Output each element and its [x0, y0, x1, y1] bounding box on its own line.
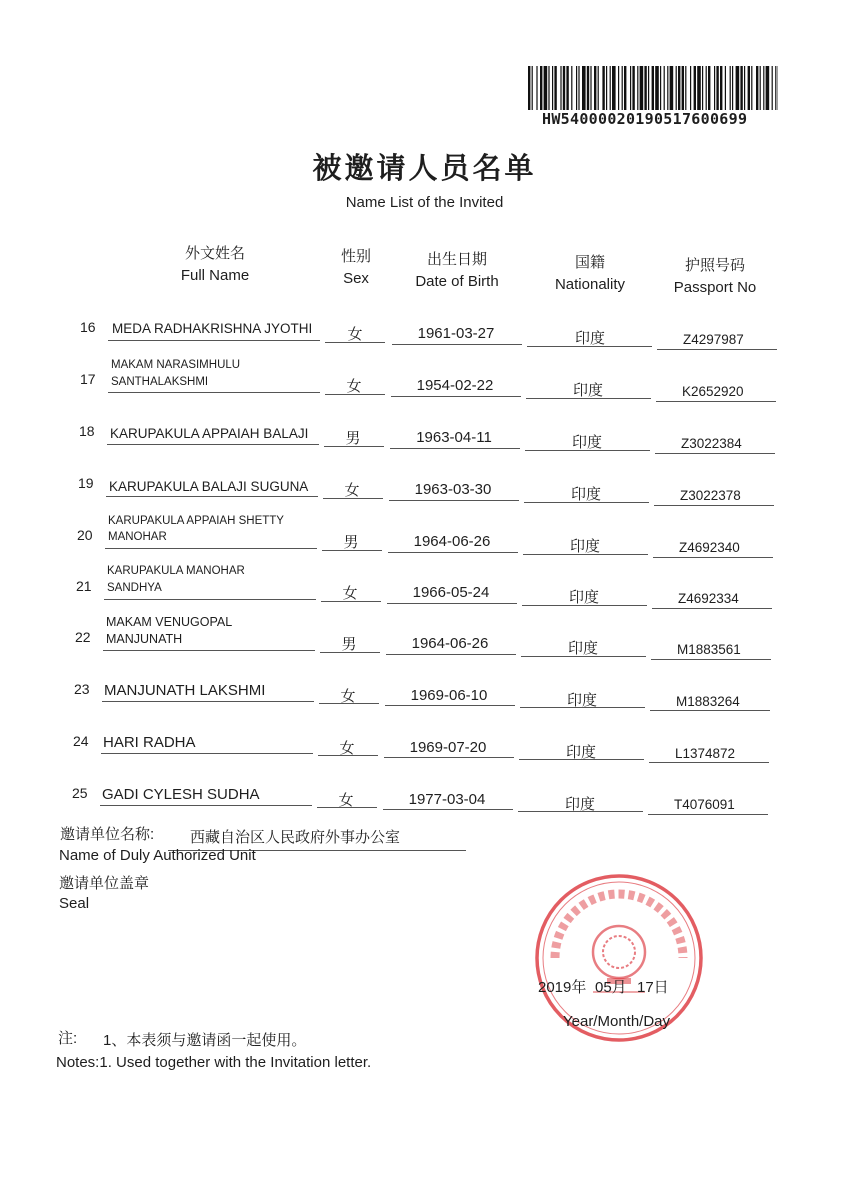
passport-underline: [652, 608, 772, 609]
dob-underline: [383, 809, 513, 810]
sex-underline: [325, 394, 385, 395]
passport-underline: [649, 762, 769, 763]
passport-underline: [653, 557, 773, 558]
dob-underline: [386, 654, 516, 655]
nationality-underline: [527, 346, 652, 347]
date-year: 2019年: [538, 979, 587, 996]
row-date-of-birth: 1964-06-26: [411, 635, 489, 652]
row-full-name: KARUPAKULA BALAJI SUGUNA: [109, 479, 309, 494]
unit-label-cn: 邀请单位名称:: [60, 826, 155, 843]
row-date-of-birth: 1963-03-30: [414, 481, 492, 498]
row-passport-no: T4076091: [674, 797, 735, 812]
date-day: 17日: [637, 979, 669, 996]
row-sex: 女: [346, 378, 362, 395]
header-nationality-en: Nationality: [554, 276, 626, 293]
row-nationality: 印度: [572, 382, 603, 399]
row-date-of-birth: 1961-03-27: [417, 325, 495, 342]
row-date-of-birth: 1969-06-10: [410, 687, 488, 704]
sex-underline: [322, 550, 382, 551]
row-passport-no: M1883264: [676, 694, 740, 709]
row-number: 21: [76, 578, 92, 594]
header-nationality-cn: 国籍: [574, 254, 605, 271]
row-sex: 女: [347, 326, 363, 343]
row-full-name-line2: MANOHAR: [108, 531, 167, 543]
row-full-name-line1: MAKAM VENUGOPAL: [106, 615, 233, 629]
sex-underline: [324, 446, 384, 447]
dob-underline: [392, 344, 522, 345]
date-format-label: Year/Month/Day: [563, 1013, 671, 1030]
name-underline: [106, 496, 318, 497]
row-nationality: 印度: [568, 589, 599, 606]
row-full-name: GADI CYLESH SUDHA: [102, 786, 260, 803]
passport-underline: [648, 814, 768, 815]
row-passport-no: L1374872: [675, 746, 736, 761]
nationality-underline: [521, 656, 646, 657]
row-full-name: MEDA RADHAKRISHNA JYOTHI: [112, 321, 313, 336]
header-date-of-birth: [397, 249, 517, 293]
row-full-name-line1: MAKAM NARASIMHULU: [111, 359, 241, 371]
row-date-of-birth: 1969-07-20: [409, 739, 487, 756]
name-underline: [101, 753, 313, 754]
dob-underline: [385, 705, 515, 706]
passport-underline: [650, 710, 770, 711]
header-full-name: [150, 243, 280, 287]
row-passport-no: Z3022384: [681, 436, 742, 451]
header-sex-cn: 性别: [340, 248, 371, 265]
nationality-underline: [520, 707, 645, 708]
row-full-name-line1: KARUPAKULA APPAIAH SHETTY: [108, 515, 284, 527]
nationality-underline: [518, 811, 643, 812]
name-underline: [108, 392, 320, 393]
sex-underline: [317, 807, 377, 808]
header-passport-no: [660, 255, 770, 299]
row-full-name-line2: SANTHALAKSHMI: [111, 376, 209, 388]
nationality-underline: [525, 450, 650, 451]
row-full-name: KARUPAKULA APPAIAH BALAJI: [110, 426, 309, 441]
row-nationality: 印度: [570, 486, 601, 503]
header-nationality: [540, 252, 640, 296]
row-nationality: 印度: [565, 744, 596, 761]
row-sex: 女: [342, 585, 358, 602]
name-underline: [108, 340, 320, 341]
passport-underline: [651, 659, 771, 660]
row-nationality: 印度: [566, 692, 597, 709]
row-full-name-line1: KARUPAKULA MANOHAR: [107, 565, 245, 577]
dob-underline: [387, 603, 517, 604]
unit-label-en: Name of Duly Authorized Unit: [59, 847, 256, 864]
name-underline: [100, 805, 312, 806]
title-chinese: 被邀请人员名单: [312, 151, 537, 185]
row-date-of-birth: 1954-02-22: [416, 377, 494, 394]
row-sex: 女: [344, 482, 360, 499]
sex-underline: [320, 652, 380, 653]
barcode-number: HW5400002019051760069​9: [542, 110, 748, 128]
row-nationality: 印度: [569, 538, 600, 555]
header-sex-en: Sex: [343, 270, 369, 287]
row-sex: 男: [343, 534, 359, 551]
date-month: 05月: [595, 979, 627, 996]
row-sex: 女: [338, 792, 354, 809]
row-number: 23: [74, 681, 90, 697]
header-passport-en: Passport No: [673, 279, 757, 296]
row-nationality: 印度: [571, 434, 602, 451]
row-passport-no: Z4297987: [683, 332, 744, 347]
name-underline: [107, 444, 319, 445]
nationality-underline: [523, 554, 648, 555]
row-nationality: 印度: [574, 330, 605, 347]
row-passport-no: Z3022378: [680, 488, 741, 503]
row-number: 18: [79, 423, 95, 439]
row-passport-no: Z4692340: [679, 540, 740, 555]
note-text-cn: 1、本表须与邀请函一起使用。: [103, 1032, 307, 1049]
header-full-name-en: Full Name: [180, 267, 250, 284]
row-number: 17: [80, 371, 96, 387]
note-text-en: Notes:1. Used together with the Invitation letter.: [56, 1054, 372, 1071]
row-date-of-birth: 1963-04-11: [416, 429, 492, 446]
nationality-underline: [519, 759, 644, 760]
name-underline: [105, 548, 317, 549]
nationality-underline: [524, 502, 649, 503]
name-underline: [104, 599, 316, 600]
sex-underline: [319, 703, 379, 704]
row-sex: 女: [339, 740, 355, 757]
header-dob-cn: 出生日期: [426, 251, 487, 268]
nationality-underline: [526, 398, 651, 399]
passport-underline: [654, 505, 774, 506]
row-number: 19: [78, 475, 94, 491]
row-date-of-birth: 1966-05-24: [412, 584, 490, 601]
note-prefix-cn: 注:: [58, 1030, 78, 1047]
row-full-name: MANJUNATH LAKSHMI: [104, 682, 266, 699]
header-sex: [326, 246, 386, 290]
row-number: 25: [72, 785, 88, 801]
row-number: 24: [73, 733, 89, 749]
row-nationality: 印度: [564, 796, 595, 813]
row-passport-no: Z4692334: [678, 591, 739, 606]
dob-underline: [384, 757, 514, 758]
header-passport-cn: 护照号码: [684, 257, 745, 274]
row-number: 20: [77, 527, 93, 543]
name-underline: [102, 701, 314, 702]
header-dob-en: Date of Birth: [415, 273, 499, 290]
row-nationality: 印度: [567, 640, 598, 657]
row-sex: 女: [340, 688, 356, 705]
row-full-name: HARI RADHA: [103, 734, 196, 751]
dob-underline: [388, 552, 518, 553]
row-passport-no: K2652920: [682, 384, 744, 399]
seal-label-en: Seal: [59, 895, 90, 912]
dob-underline: [391, 396, 521, 397]
name-underline: [103, 650, 315, 651]
sex-underline: [321, 601, 381, 602]
row-number: 22: [75, 629, 91, 645]
row-passport-no: M1883561: [677, 642, 741, 657]
title-english: Name List of the Invited: [345, 194, 504, 211]
row-sex: 男: [341, 636, 357, 653]
row-number: 16: [80, 319, 96, 335]
passport-underline: [657, 349, 777, 350]
dob-underline: [390, 448, 520, 449]
passport-underline: [656, 401, 776, 402]
row-date-of-birth: 1977-03-04: [408, 791, 486, 808]
row-date-of-birth: 1964-06-26: [413, 533, 491, 550]
barcode: [528, 66, 778, 110]
unit-name-value: 西藏自治区人民政府外事办公室: [190, 829, 401, 846]
sex-underline: [323, 498, 383, 499]
dob-underline: [389, 500, 519, 501]
sex-underline: [325, 342, 385, 343]
row-full-name-line2: SANDHYA: [107, 582, 162, 594]
sex-underline: [318, 755, 378, 756]
nationality-underline: [522, 605, 647, 606]
passport-underline: [655, 453, 775, 454]
seal-label-cn: 邀请单位盖章: [59, 875, 150, 892]
header-full-name-cn: 外文姓名: [184, 245, 245, 262]
row-full-name-line2: MANJUNATH: [106, 632, 183, 646]
row-sex: 男: [345, 430, 361, 447]
